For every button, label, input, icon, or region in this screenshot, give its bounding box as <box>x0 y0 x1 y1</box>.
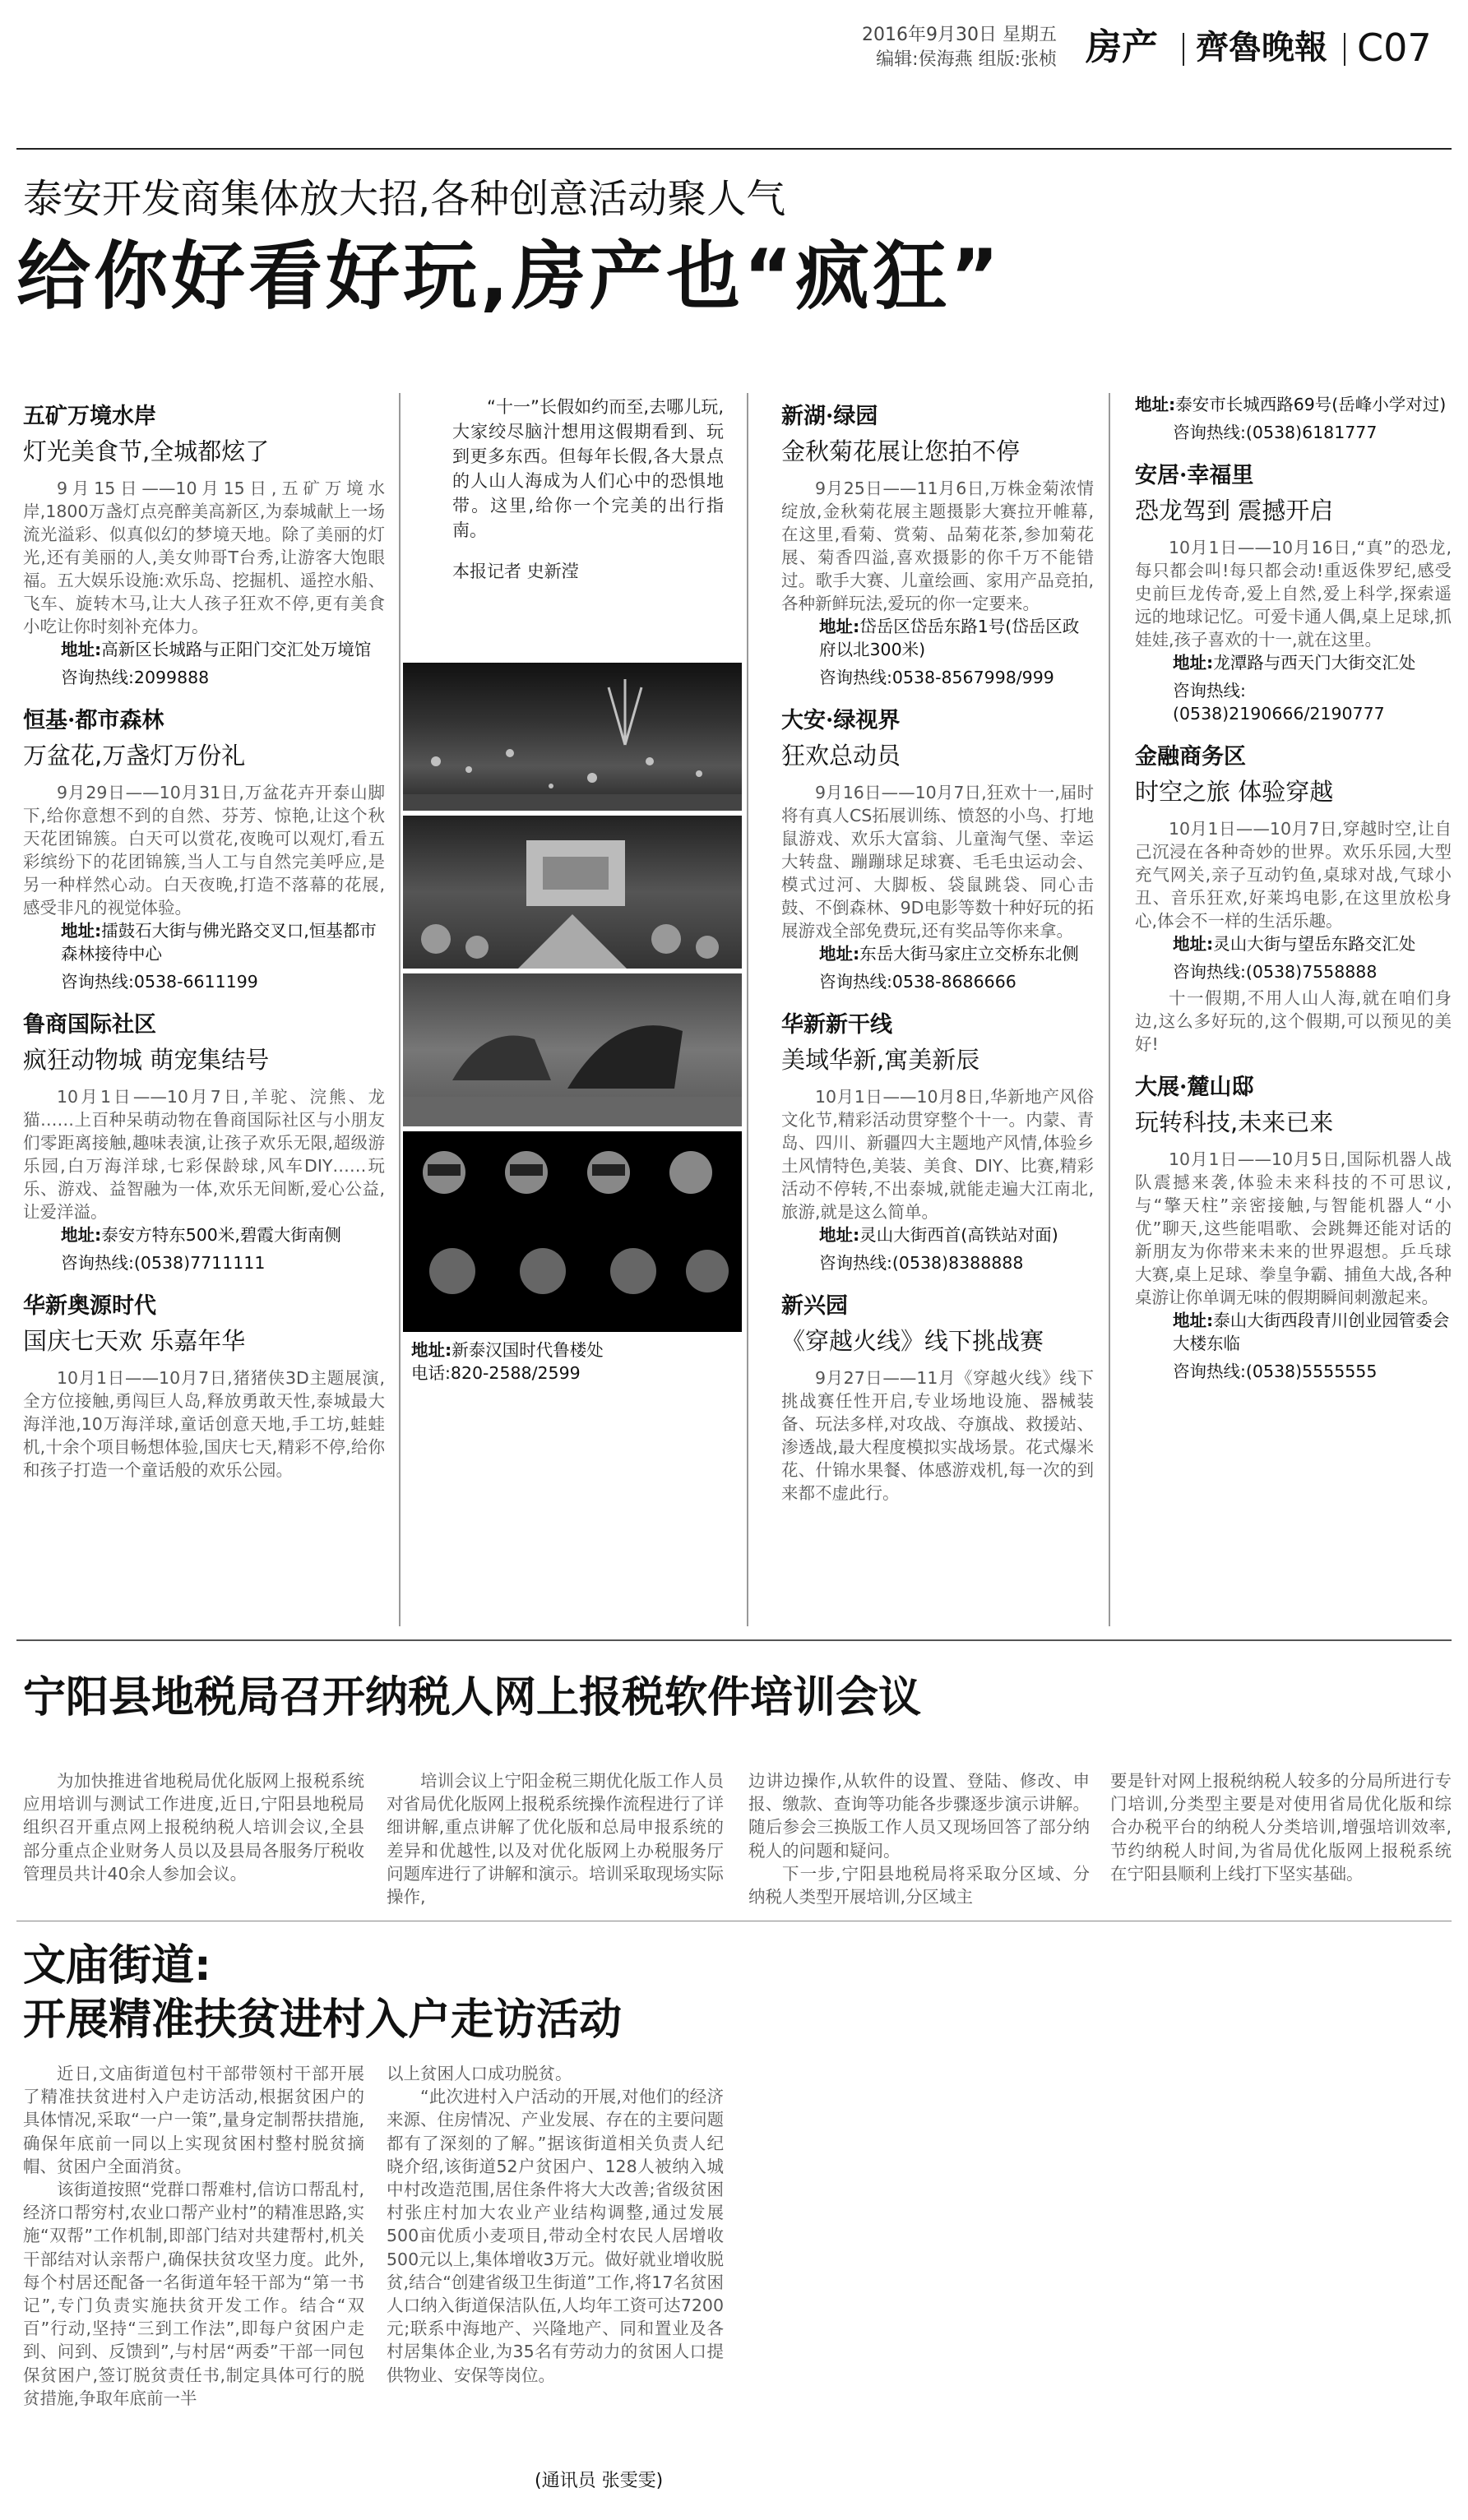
issue-date: 2016年9月30日 星期五 <box>862 25 1057 45</box>
address-label: 地址: <box>1173 1311 1214 1330</box>
address: 泰安市长城西路69号(岳峰小学对过) <box>1175 395 1447 414</box>
section-title: 鲁商国际社区 <box>23 1012 156 1038</box>
address: 东岳大街马家庄立交桥东北侧 <box>859 944 1079 964</box>
address-label: 地址: <box>411 1340 452 1360</box>
section-subtitle: 疯狂动物城 萌宠集结号 <box>23 1046 270 1074</box>
address: 擂鼓石大街与佛光路交叉口,恒基都市森林接待中心 <box>61 921 377 964</box>
editor-credits: 编辑:侯海燕 组版:张桢 <box>876 49 1057 70</box>
section-title: 新湖·绿园 <box>781 404 878 429</box>
header-rule <box>16 148 1452 150</box>
article3-title-line1: 文庙街道: <box>23 1941 211 1991</box>
article3-title-line2: 开展精准扶贫进村入户走访活动 <box>23 1995 623 2045</box>
section-subtitle: 恐龙驾到 震撼开启 <box>1135 497 1334 525</box>
project-anju <box>1135 462 1452 725</box>
section-subtitle: 国庆七天欢 乐嘉年华 <box>23 1327 246 1355</box>
section-title: 华新奥源时代 <box>23 1293 156 1319</box>
address-label: 地址: <box>1135 395 1176 414</box>
project-lushang <box>23 1011 385 1274</box>
section-title: 五矿万境水岸 <box>23 404 156 429</box>
section-subtitle: 美域华新,寓美新辰 <box>781 1046 980 1074</box>
hotline: 咨询热线:0538-8567998/999 <box>819 668 1054 687</box>
intro-box <box>452 395 724 584</box>
address: 灵山大街与望岳东路交汇处 <box>1213 934 1416 954</box>
section-name: 房产 <box>1086 26 1158 68</box>
section-title: 大展·麓山邸 <box>1135 1075 1254 1100</box>
hotline: 咨询热线:0538-8686666 <box>819 972 1016 992</box>
article3-para2-cont: 以上贫困人口成功脱贫。 <box>387 2064 572 2083</box>
section-title: 金融商务区 <box>1135 744 1246 770</box>
header-divider <box>1183 33 1184 66</box>
address-label: 地址: <box>819 1225 860 1245</box>
section-title: 华新新干线 <box>781 1012 892 1038</box>
project-huaxin-aoyuan <box>23 1292 385 1480</box>
project-xinxingyuan <box>781 1292 1094 1503</box>
section-title: 新兴园 <box>781 1293 848 1319</box>
column-rule <box>399 393 401 1626</box>
header-divider <box>1344 33 1345 66</box>
article2-title: 宁阳县地税局召开纳税人网上报税软件培训会议 <box>23 1673 922 1722</box>
section-subtitle: 金秋菊花展让您拍不停 <box>781 437 1021 465</box>
column-3 <box>781 403 1094 1503</box>
body-text: 10月1日——10月7日,穿越时空,让自己沉浸在各种奇妙的世界。欢乐乐园,大型充气网关,亲子互动钓鱼,桌球对战,气球小丑、音乐狂欢,好莱坞电影,在这里放松身心,体会不一样的生活乐趣。 <box>1135 819 1452 931</box>
section-title: 安居·幸福里 <box>1135 463 1254 488</box>
article3-para3: “此次进村入户活动的开展,对他们的经济来源、住房情况、产业发展、存在的主要问题都有了深刻的了解。”据该街道相关负责人纪晓介绍,该街道52户贫困户、128人被纳入城中村改造范围,居住条件将大大改善;省级贫困村张庄村加大农业产业结构调整,通过发展500亩优质小麦项目,带动全村农民人居增收500元以上,集体增收3万元。做好就业增收脱贫,结合“创建省级卫生街道”工作,将17名贫困人口纳入街道保洁队伍,人均年工资可达7200元;联系中海地产、兴隆地产、同和置业及各村居集体企业,为35名有劳动力的贫困人口提供物业、安保等岗位。 <box>387 2087 724 2385</box>
address-label: 地址: <box>819 617 860 636</box>
section-subtitle: 《穿越火线》线下挑战赛 <box>781 1327 1044 1355</box>
section-title: 大安·绿视界 <box>781 708 901 733</box>
article3-byline: (通讯员 张雯雯) <box>535 2471 664 2491</box>
address-label: 地址: <box>61 1225 102 1245</box>
kicker: 泰安开发商集体放大招,各种创意活动聚人气 <box>23 176 786 222</box>
hotline: 咨询热线:(0538)2190666/2190777 <box>1173 681 1385 724</box>
project-jinrong <box>1135 743 1452 1056</box>
headline: 给你好看好玩,房产也“疯狂” <box>16 234 1003 320</box>
project-daan <box>781 707 1094 993</box>
body-text: 9月15日——10月15日,五矿万境水岸,1800万盏灯点亮醉美高新区,为泰城献上一场流光溢彩、似真似幻的梦境天地。除了美丽的灯光,还有美丽的人,美女帅哥T台秀,让游客大饱眼福。五大娱乐设施:欢乐岛、挖掘机、遥控水船、飞车、旋转木马,让大人孩子狂欢不停,更有美食小吃让你时刻补充体力。 <box>23 479 385 636</box>
address: 龙潭路与西天门大街交汇处 <box>1213 653 1416 673</box>
photo-vr-experience <box>403 1131 742 1332</box>
article2-col2: 培训会议上宁阳金税三期优化版工作人员对省局优化版网上报税系统操作流程进行了详细讲解,重点讲解了优化版和总局申报系统的差异和优越性,以及对优化版网上办税服务厅问题库进行了讲解和演示。培训采取现场实际操作, <box>387 1771 724 1907</box>
huaxin-aoyuan-continued <box>411 1339 740 1385</box>
article2-col3a: 边讲边操作,从软件的设置、登陆、修改、申报、缴款、查询等功能各步骤逐步演示讲解。随后参会三换版工作人员又现场回答了部分纳税人的问题和疑问。 <box>748 1771 1090 1861</box>
address-label: 地址: <box>1173 934 1214 954</box>
body-text: 10月1日——10月8日,华新地产风俗文化节,精彩活动贯穿整个十一。内蒙、青岛、四川、新疆四大主题地产风情,体验乡土风情特色,美装、美食、DIY、比赛,精彩活动不停转,不出泰城,就能走遍大江南北,旅游,就是这么简单。 <box>781 1087 1094 1222</box>
page-number: C07 <box>1357 25 1432 70</box>
address: 泰安方特东500米,碧霞大街南侧 <box>101 1225 341 1245</box>
project-hengji <box>23 707 385 993</box>
body-text: 9月25日——11月6日,万株金菊浓情绽放,金秋菊花展主题摄影大赛拉开帷幕,在这里,看菊、赏菊、品菊花茶,参加菊花展、菊香四溢,喜欢摄影的你千万不能错过。歌手大赛、儿童绘画、家用产品竞拍,各种新鲜玩法,爱玩的你一定要来。 <box>781 479 1094 613</box>
body-text: 10月1日——10月16日,“真”的恐龙,每只都会叫!每只都会动!重返侏罗纪,感受史前巨龙传奇,爱上自然,爱上科学,探索遥远的地球记忆。可爱卡通人偶,桌上足球,抓娃娃,孩子喜欢的十一,就在这里。 <box>1135 538 1452 650</box>
article3-para1: 近日,文庙街道包村干部带领村干部开展了精准扶贫进村入户走访活动,根据贫困户的具体情况,采取“一户一策”,量身定制帮扶措施,确保年底前一同以上实现贫困村整村脱贫摘帽、贫困户全面消贫。 <box>23 2064 364 2176</box>
body-text: 10月1日——10月7日,羊驼、浣熊、龙猫……上百种呆萌动物在鲁商国际社区与小朋友们零距离接触,趣味表演,让孩子欢乐无限,超级游乐园,白万海洋球,七彩保龄球,风车DIY……玩乐、游戏、益智融为一体,欢乐无间断,爱心公益,让爱洋溢。 <box>23 1087 385 1222</box>
section-subtitle: 玩转科技,未来已来 <box>1135 1108 1334 1136</box>
photo-light-festival <box>403 663 742 811</box>
hotline: 咨询热线:(0538)8388888 <box>819 1253 1024 1273</box>
body-text: 10月1日——10月5日,国际机器人战队震撼来袭,体验未来科技的不可思议,与“擎天柱”亲密接触,与智能机器人“小优”聊天,这些能唱歌、会跳舞还能对话的新朋友为你带来未来的世界遐想。乒乓球大赛,桌上足球、拳皇争霸、捕鱼大战,各种桌游让你单调无味的假期瞬间刺激起来。 <box>1135 1149 1452 1307</box>
photo-dinosaur-exhibit <box>403 973 742 1126</box>
body-text: 9月29日——10月31日,万盆花卉开泰山脚下,给你意想不到的自然、芬芳、惊艳,让这个秋天花团锦簇。白天可以赏花,夜晚可以观灯,看五彩缤纷下的花团锦簇,当人工与自然完美呼应,是另一种样然心动。白天夜晚,打造不落幕的花展,感受非凡的视觉体验。 <box>23 783 385 918</box>
address: 新泰汉国时代鲁楼处 <box>452 1340 604 1360</box>
hotline: 咨询热线:(0538)5555555 <box>1173 1362 1378 1381</box>
address-label: 地址: <box>1173 653 1214 673</box>
address-block <box>411 1339 740 1362</box>
address: 泰山大街西段青川创业园管委会大楼东临 <box>1173 1311 1450 1353</box>
address: 高新区长城路与正阳门交汇处万境馆 <box>101 640 372 659</box>
body-text: 9月27日——11月《穿越火线》线下挑战赛任性开启,专业场地设施、器械装备、玩法多样,对攻战、夺旗战、救援站、渗透战,最大程度模拟实战场景。花式爆米花、什锦水果餐、体感游戏机,每一次的到来都不虚此行。 <box>781 1368 1094 1503</box>
section-subtitle: 狂欢总动员 <box>781 742 901 770</box>
address-label: 地址: <box>819 944 860 964</box>
newspaper-logo: 齊魯晚報 <box>1196 28 1327 67</box>
hotline: 咨询热线:2099888 <box>61 668 210 687</box>
section-subtitle: 灯光美食节,全城都炫了 <box>23 437 270 465</box>
address-label: 地址: <box>61 640 102 659</box>
section-title: 恒基·都市森林 <box>23 708 164 733</box>
address: 灵山大街西首(高铁站对面) <box>859 1225 1058 1245</box>
body-text: 10月1日——10月7日,猪猪侠3D主题展演,全方位接触,勇闯巨人岛,释放勇敢天性,泰城最大海洋池,10万海洋球,童话创意天地,手工坊,蛙蛙机,十余个项目畅想体验,国庆七天,精彩不停,给你和孩子打造一个童话般的欢乐公园。 <box>23 1368 385 1480</box>
project-huaxin-qianxian <box>781 1011 1094 1274</box>
closing-text: 十一假期,不用人山人海,就在咱们身边,这么多好玩的,这个假期,可以预见的美好! <box>1135 988 1452 1054</box>
section-subtitle: 万盆花,万盏灯万份礼 <box>23 742 246 770</box>
hotline: 咨询热线:(0538)6181777 <box>1173 423 1378 442</box>
column-4 <box>1135 393 1452 1401</box>
article3-para2: 该街道按照“党群口帮难村,信访口帮乱村,经济口帮穷村,农业口帮产业村”的精准思路,实施“双帮”工作机制,即部门结对共建帮村,机关干部结对认亲帮户,确保扶贫攻坚力度。此外,每个村居还配备一名街道年轻干部为“第一书记”,专门负责实施扶贫开发工作。结合“双百”行动,坚持“三到工作法”,即每户贫困户走到、问到、反馈到”,与村居“两委”干部一同包保贫困户,签订脱贫责任书,制定具体可行的脱贫措施,争取年底前一半 <box>23 2180 364 2408</box>
hotline: 咨询热线:(0538)7558888 <box>1173 962 1378 982</box>
article2-col1: 为加快推进省地税局优化版网上报税系统应用培训与测试工作进度,近日,宁阳县地税局组织召开重点网上报税纳税人培训会议,全县部分重点企业财务人员以及县局各服务厅税收管理员共计40余人参加会议。 <box>23 1771 364 1884</box>
address-label: 地址: <box>61 921 102 941</box>
intro-text: “十一”长假如约而至,去哪儿玩,大家绞尽脑汁想用这假期看到、玩到更多东西。但每年长假,各大景点的人山人海成为人们心中的恐惧地带。这里,给你一个完美的出行指南。 <box>452 397 724 540</box>
address: 岱岳区岱岳东路1号(岱岳区政府以北300米) <box>819 617 1080 659</box>
article2-col4: 要是针对网上报税纳税人较多的分局所进行专门培训,分类型主要是对使用省局优化版和综合办税平台的纳税人分类培训,增强培训效率,节约纳税人时间,为省局优化版网上报税系统在宁阳县顺利上线打下坚实基础。 <box>1110 1771 1452 1884</box>
column-rule <box>747 393 748 1626</box>
hotline: 咨询热线:0538-6611199 <box>61 972 258 992</box>
phone: 电话:820-2588/2599 <box>411 1363 581 1383</box>
project-dazhan <box>1135 1074 1452 1383</box>
story-separator <box>16 1639 1452 1641</box>
column-rule <box>1109 393 1110 1626</box>
article2-col3b: 下一步,宁阳县地税局将采取分区域、分纳税人类型开展培训,分区域主 <box>748 1863 1090 1907</box>
xinxingyuan-continued <box>1135 393 1452 444</box>
project-wukuang <box>23 403 385 689</box>
reporter-byline: 本报记者 史新滢 <box>452 562 579 581</box>
project-xinhu <box>781 403 1094 689</box>
column-1 <box>23 403 385 1480</box>
photo-flower-show <box>403 816 742 969</box>
body-text: 9月16日——10月7日,狂欢十一,届时将有真人CS拓展训练、愤怒的小鸟、打地鼠游戏、欢乐大富翁、儿童淘气堡、幸运大转盘、蹦蹦球足球赛、毛毛虫运动会、模式过河、大脚板、袋鼠跳袋、同心击鼓、不倒森林、9D电影等数十种好玩的拓展游戏全部免费玩,还有奖品等你来拿。 <box>781 783 1094 941</box>
section-subtitle: 时空之旅 体验穿越 <box>1135 778 1334 806</box>
hotline: 咨询热线:(0538)7711111 <box>61 1253 266 1273</box>
